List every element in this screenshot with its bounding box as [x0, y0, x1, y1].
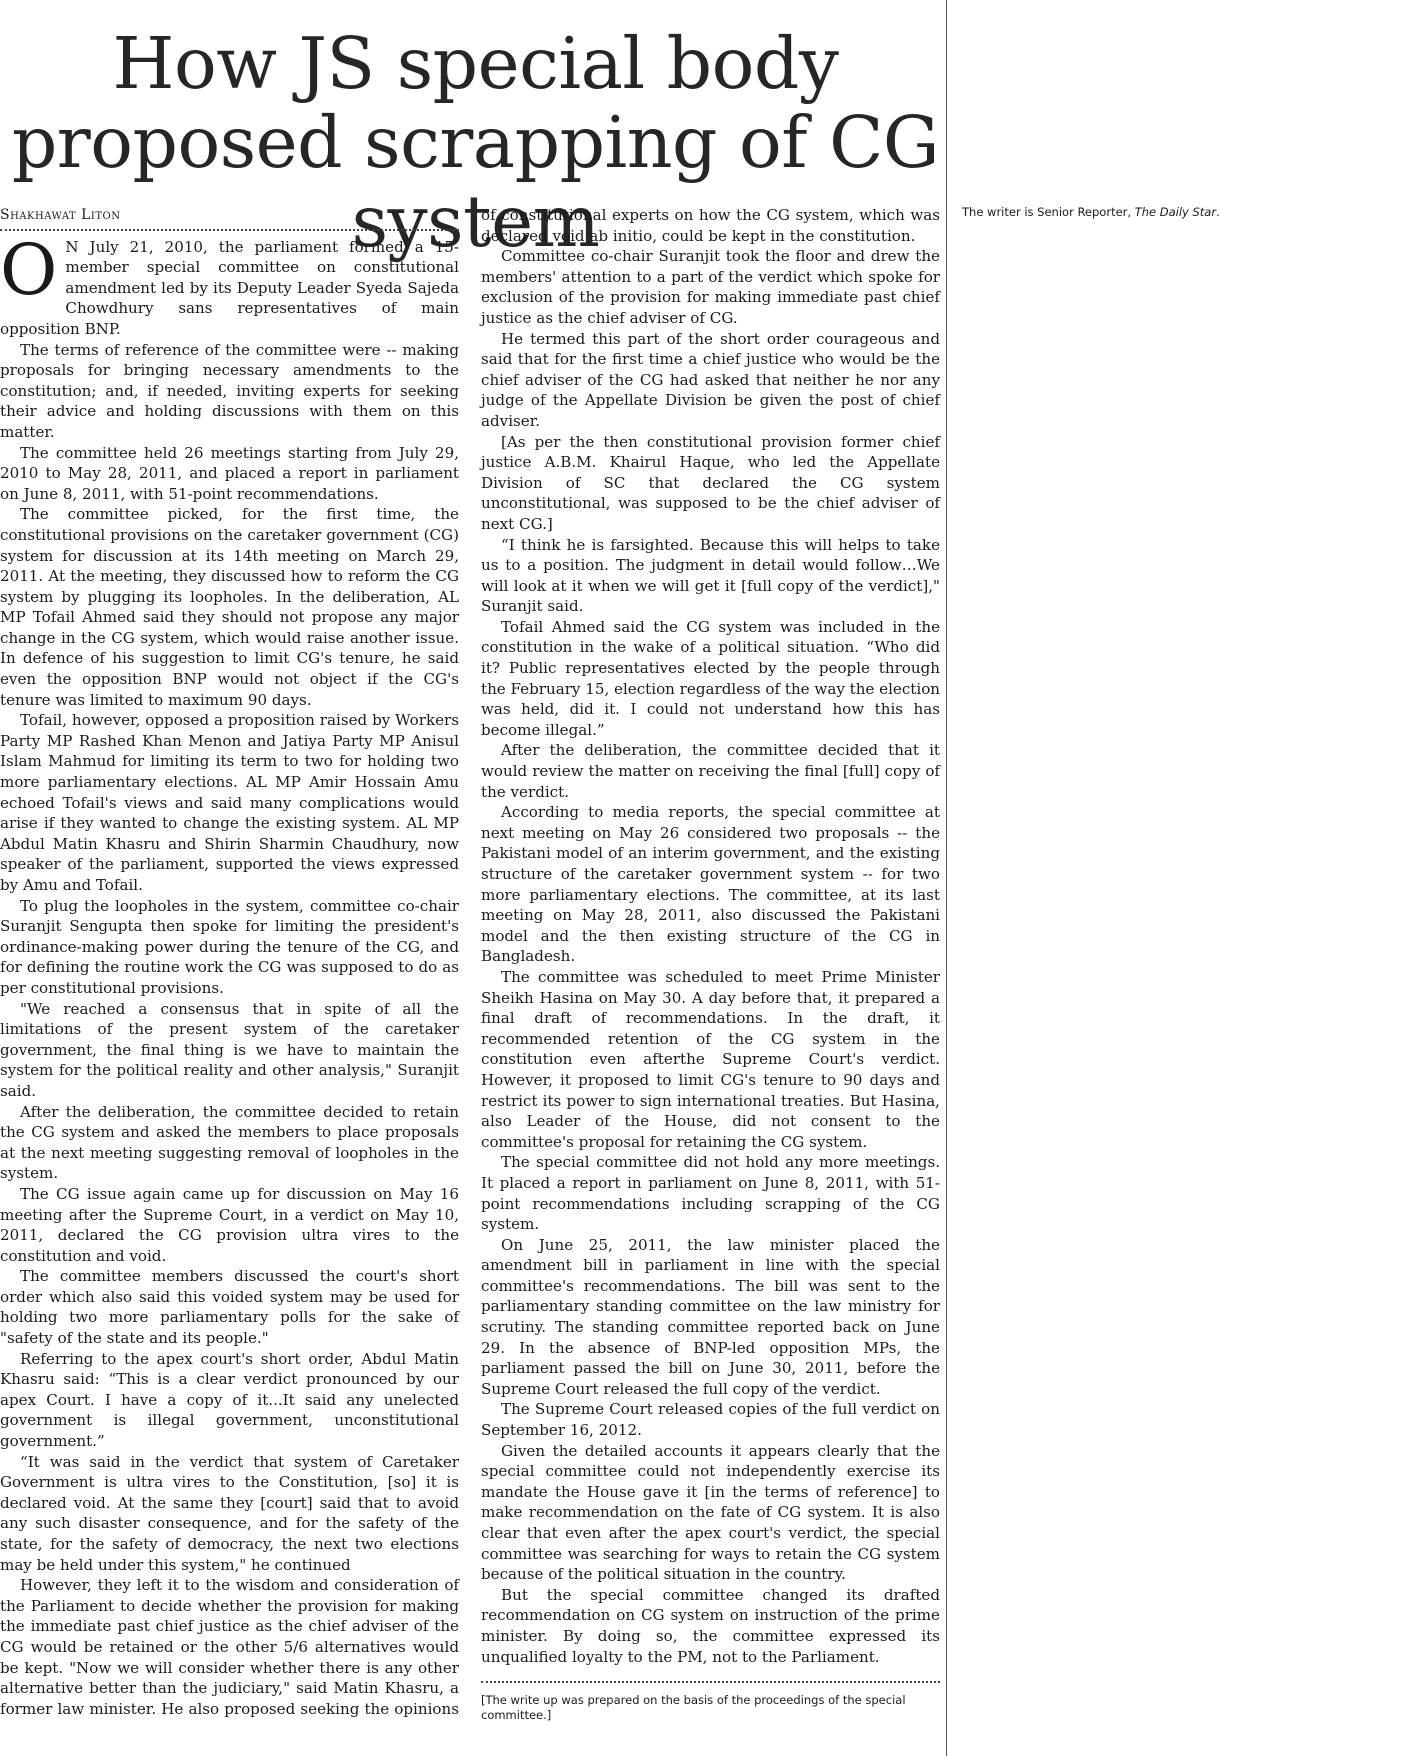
body-paragraph: [As per the then constitutional provision former chief justice A.B.M. Khairul Haque, who led the Appellate Division of SC that declared the CG system unconstitutional, was supposed to be the chief adviser of next CG.]: [481, 432, 940, 533]
article-body: [0, 205, 1220, 1745]
body-paragraph: The terms of reference of the committee were -- making proposals for bringing necessary amendments to the constitution; and, if needed, inviting experts for seeking their advice and holding discussions with them on this matter.: [0, 340, 459, 441]
body-paragraph: However, they left it to the wisdom and consideration of the Parliament to decide whether the provision for making the immediate past chief justice as the chief adviser of the CG would be retained or the other 5/6 alternatives would be kept. "Now we will consider whether there is any other alternative better than the judiciary," said Matin Khasru, a former law minister. He also proposed seeking the opinions of constitutional experts on how the CG system, which was declared void ab initio, could be kept in the constitution.: [0, 206, 940, 1718]
end-divider: [481, 1681, 940, 1683]
body-paragraph: After the deliberation, the committee decided to retain the CG system and asked the members to place proposals at the next meeting suggesting removal of loopholes in the system.: [0, 1102, 459, 1183]
body-paragraph: "We reached a consensus that in spite of all the limitations of the present system of the caretaker government, the final thing is we have to maintain the system for the political reality and other analysis," Suranjit said.: [0, 999, 459, 1100]
lead-paragraph: [0, 228, 459, 340]
credit-prefix: The writer is Senior Reporter,: [962, 205, 1135, 219]
body-paragraph: Referring to the apex court's short order, Abdul Matin Khasru said: “This is a clear verdict pronounced by our apex Court. I have a copy of it...It said any unelected government is illegal government, unconstitutional government.”: [0, 1349, 459, 1451]
body-paragraph: The committee held 26 meetings starting from July 29, 2010 to May 28, 2011, and placed a report in parliament on June 8, 2011, with 51-point recommendations.: [0, 443, 459, 503]
drop-cap: O: [0, 228, 58, 311]
body-paragraph: To plug the loopholes in the system, committee co-chair Suranjit Sengupta then spoke for limiting the president's ordinance-making power during the tenure of the CG, and for defining the routine work the CG was supposed to do as per constitutional provisions.: [0, 896, 459, 997]
headline: How JS special body proposed scrapping of CG system: [11, 22, 940, 263]
body-paragraph: After the deliberation, the committee decided that it would review the matter on receiving the final [full] copy of the verdict.: [481, 741, 940, 801]
paragraphs: [0, 205, 940, 1745]
body-paragraph: Committee co-chair Suranjit took the floor and drew the members' attention to a part of the verdict which spoke for exclusion of the provision for making immediate past chief justice as the chief adviser of CG.: [481, 247, 940, 327]
body-paragraph: But the special committee changed its drafted recommendation on CG system on instruction of the prime minister. By doing so, the committee expressed its unqualified loyalty to the PM, not to the Parliament.: [481, 1585, 940, 1666]
body-paragraph: “I think he is farsighted. Because this will helps to take us to a position. The judgment in detail would follow…We will look at it when we will get it [full copy of the verdict]," Suranjit said.: [481, 535, 940, 616]
column-rule: [946, 0, 947, 1756]
body-paragraph: Tofail Ahmed said the CG system was included in the constitution in the wake of a political situation. “Who did it? Public representatives elected by the people through the February 15, election regardless of the way the election was held, did it. I could not understand how this has become illegal.”: [481, 617, 941, 739]
body-paragraph: The committee members discussed the court's short order which also said this voided system may be used for holding two more parliamentary polls for the sake of "safety of the state and its people.": [0, 1267, 459, 1348]
body-paragraph: The committee picked, for the first time, the constitutional provisions on the caretaker government (CG) system for discussion at its 14th meeting on March 29, 2011. At the meeting, they discussed how to reform the CG system by plugging its loopholes. In the deliberation, AL MP Tofail Ahmed said they should not propose any major change in the CG system, which would raise another issue. In defence of his suggestion to limit CG's tenure, he said even the opposition BNP would not object if the CG's tenure was limited to maximum 90 days.: [0, 505, 459, 709]
lead-text: N July 21, 2010, the parliament formed a 15-member special committee on constitutional amendment led by its Deputy Leader Syeda Sajeda Chowdhury sans representatives of main opposition BNP.: [0, 237, 459, 338]
credit-suffix: .: [1216, 205, 1220, 219]
credit-publication: The Daily Star: [1134, 205, 1217, 219]
body-paragraph: Given the detailed accounts it appears clearly that the special committee could not independently exercise its mandate the House gave it [in the terms of reference] to make recommendation on the fate of CG system. It is also clear that even after the apex court's verdict, the special committee was searching for ways to retain the CG system because of the political situation in the country.: [481, 1441, 940, 1584]
body-paragraph: Tofail, however, opposed a proposition raised by Workers Party MP Rashed Khan Menon and Jatiya Party MP Anisul Islam Mahmud for limiting its term to two for holding two more parliamentary elections. AL MP Amir Hossain Amu echoed Tofail's views and said many complications would arise if they wanted to change the existing system. AL MP Abdul Matin Khasru and Shirin Sharmin Chaudhury, now speaker of the parliament, supported the views expressed by Amu and Tofail.: [0, 711, 459, 894]
body-paragraph: The CG issue again came up for discussion on May 16 meeting after the Supreme Court, in a verdict on May 10, 2011, declared the CG provision ultra vires to the constitution and void.: [0, 1184, 459, 1265]
body-paragraph: “It was said in the verdict that system of Caretaker Government is ultra vires to the Constitution, [so] it is declared void. At the same they [court] said that to avoid any such disaster consequence, and for the safety of the state, for the safety of democracy, the next two elections may be held under this system," he continued: [0, 1452, 459, 1574]
body-paragraph: The committee was scheduled to meet Prime Minister Sheikh Hasina on May 30. A day before that, it prepared a final draft of recommendations. In the draft, it recommended retention of the CG system in the constitution even afterthe Supreme Court's verdict. However, it proposed to limit CG's tenure to 90 days and restrict its power to sign international treaties. But Hasina, also Leader of the House, did not consent to the committee's proposal for retaining the CG system.: [481, 967, 940, 1151]
byline: Shakhawat Liton: [0, 205, 459, 231]
source-note: [The write up was prepared on the basis of the proceedings of the special committee.]: [481, 1693, 906, 1723]
body-paragraph: The special committee did not hold any more meetings. It placed a report in parliament on June 8, 2011, with 51-point recommendations including scrapping of the CG system.: [481, 1153, 940, 1234]
body-paragraph: The Supreme Court released copies of the full verdict on September 16, 2012.: [481, 1400, 940, 1440]
body-paragraph: According to media reports, the special committee at next meeting on May 26 considered two proposals -- the Pakistani model of an interim government, and the existing structure of the caretaker government system -- for two more parliamentary elections. The committee, at its last meeting on May 28, 2011, also discussed the Pakistani model and the then existing structure of the CG in Bangladesh.: [481, 803, 940, 966]
author-credit: [962, 205, 1421, 220]
body-paragraph: He termed this part of the short order courageous and said that for the first time a chief justice who would be the chief adviser of the CG had asked that neither he nor any judge of the Appellate Division be given the post of chief adviser.: [481, 329, 940, 430]
body-paragraph: On June 25, 2011, the law minister placed the amendment bill in parliament in line with the special committee's recommendations. The bill was sent to the parliamentary standing committee on the law ministry for scrutiny. The standing committee reported back on June 29. In the absence of BNP-led opposition MPs, the parliament passed the bill on June 30, 2011, before the Supreme Court released the full copy of the verdict.: [481, 1235, 940, 1398]
